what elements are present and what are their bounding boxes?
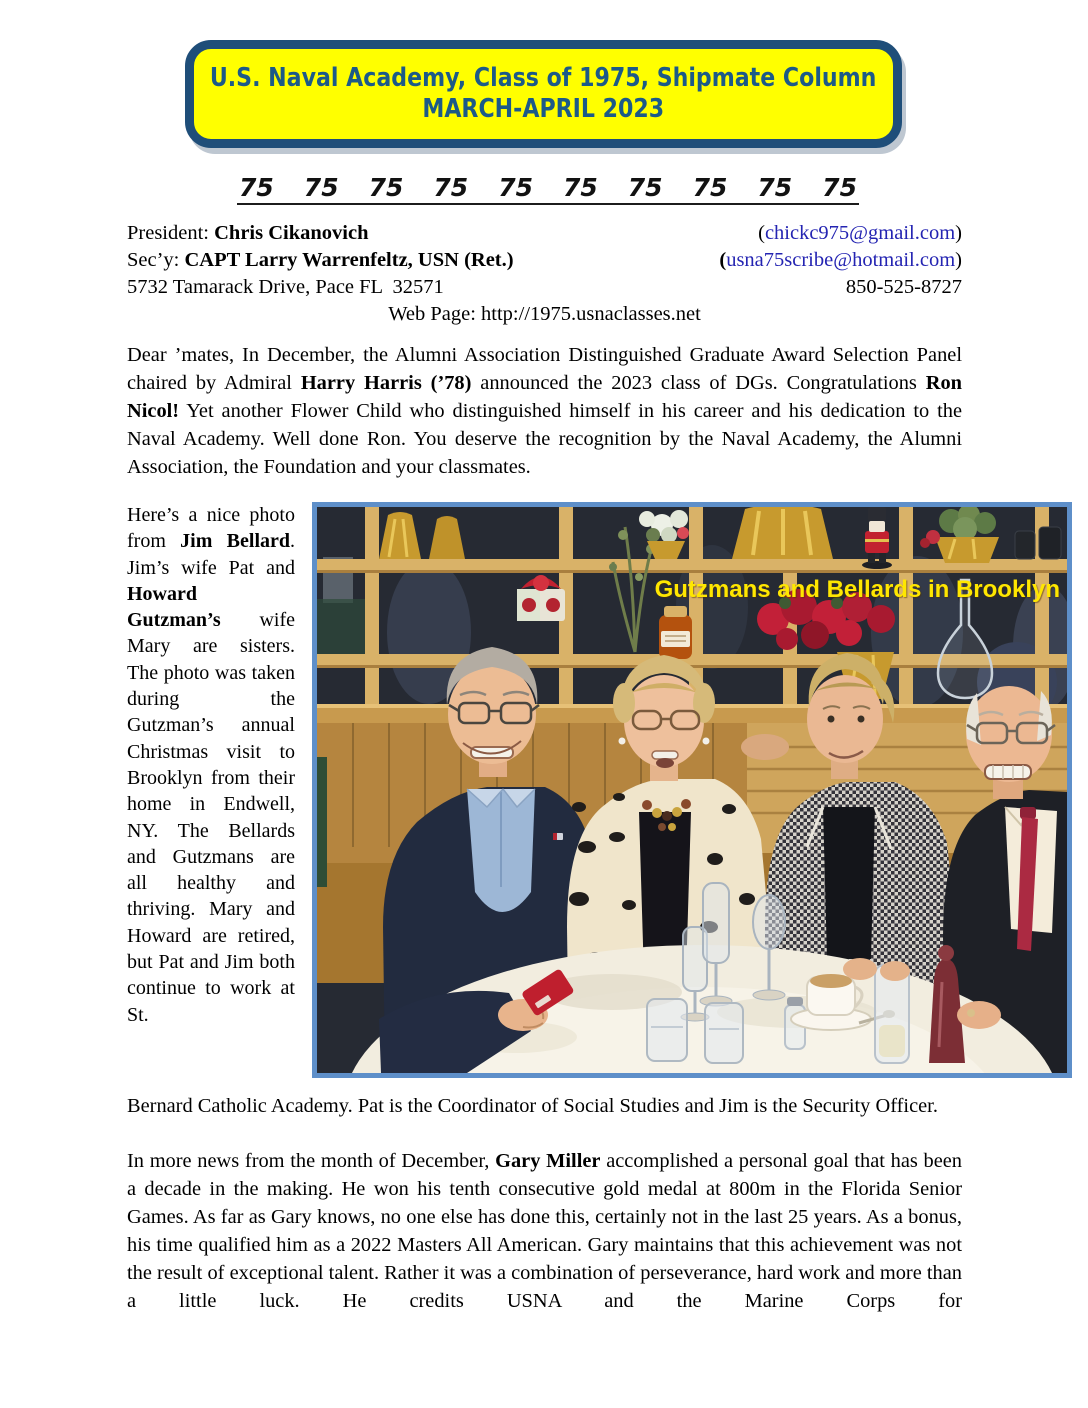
divider-75: 75	[627, 173, 663, 202]
divider-75: 75	[498, 173, 533, 202]
bold-jim-bellard: Jim Bellard	[180, 530, 290, 553]
divider-75: 75	[822, 173, 857, 202]
secretary-email-link[interactable]: usna75scribe@hotmail.com	[726, 249, 956, 271]
bold-harry-harris: Harry Harris (’78)	[300, 372, 472, 394]
president-email-link[interactable]: chickc975@gmail.com	[764, 222, 956, 244]
secretary-line: Sec’y: CAPT Larry Warrenfeltz, USN (Ret.)	[127, 249, 514, 271]
contact-block	[127, 220, 962, 328]
webpage-line: Web Page: http://1975.usnaclasses.net	[388, 303, 701, 325]
class-75-divider	[237, 175, 859, 205]
header-banner	[185, 40, 902, 148]
address-row	[127, 274, 962, 301]
president-email-wrap: (chickc975@gmail.com)	[758, 222, 962, 244]
president-name: Chris Cikanovich	[214, 222, 369, 244]
secretary-name: CAPT Larry Warrenfeltz, USN (Ret.)	[184, 249, 514, 271]
phone-number: 850-525-8727	[845, 276, 962, 298]
photo-section	[127, 502, 1072, 1078]
bold-howard-gutzman: Howard Gutzman’s	[127, 582, 221, 632]
president-row	[127, 220, 962, 247]
divider-75: 75	[239, 173, 274, 202]
bold-ron-nicol: Ron Nicol!	[127, 372, 962, 422]
divider-75: 75	[368, 173, 404, 202]
president-line: President: Chris Cikanovich	[127, 222, 369, 244]
divider-75: 75	[303, 173, 339, 202]
secretary-row	[127, 247, 962, 274]
divider-75: 75	[757, 173, 793, 202]
address-text: 5732 Tamarack Drive, Pace FL 32571	[127, 276, 444, 298]
continuation-paragraph: Bernard Catholic Academy. Pat is the Coordinator of Social Studies and Jim is the Security Officer.	[127, 1095, 938, 1117]
header-title-line1: U.S. Naval Academy, Class of 1975, Shipmate Column	[210, 63, 877, 93]
bold-gary-miller: Gary Miller	[495, 1150, 601, 1172]
photo-wrap-text: Here’s a nice photo from Jim Bellard. Jim’s wife Pat and Howard Gutzman’s wife Mary are sisters. The photo was taken during the Gutzman’s annual Christmas visit to Brooklyn from their home in Endwell, NY. The Bellards and Gutzmans are all healthy and thriving. Mary and Howard are retired, but Pat and Jim both continue to work at St.	[127, 504, 295, 1026]
photo	[312, 502, 1072, 1078]
header-title-line2: MARCH-APRIL 2023	[422, 94, 665, 124]
divider-75: 75	[692, 173, 728, 202]
secretary-email-wrap: (usna75scribe@hotmail.com)	[719, 249, 962, 271]
divider-75: 75	[562, 173, 598, 202]
intro-paragraph: Dear ’mates, In December, the Alumni Association Distinguished Graduate Award Selection Panel chaired by Admiral Harry Harris (’78) announced the 2023 class of DGs. Congratulations Ron Nicol! Yet another Flower Child who distinguished himself in his career and his dedication to the Naval Academy. Well done Ron. You deserve the recognition by the Naval Academy, the Alumni Association, the Foundation and your classmates.	[127, 344, 962, 478]
photo-caption: Gutzmans and Bellards in Brooklyn	[654, 576, 1060, 603]
divider-75: 75	[433, 173, 469, 202]
gary-miller-paragraph: In more news from the month of December, Gary Miller accomplished a personal goal that has been a decade in the making. He won his tenth consecutive gold medal at 800m in the Florida Senior Games. As far as Gary knows, no one else has done this, certainly not in the last 25 years. As a bonus, his time qualified him as a 2022 Masters All American. Gary maintains that this achievement was not the result of exceptional talent. Rather it was a combination of perseverance, hard work and more than a little luck. He credits USNA and the Marine Corps for	[127, 1150, 962, 1312]
